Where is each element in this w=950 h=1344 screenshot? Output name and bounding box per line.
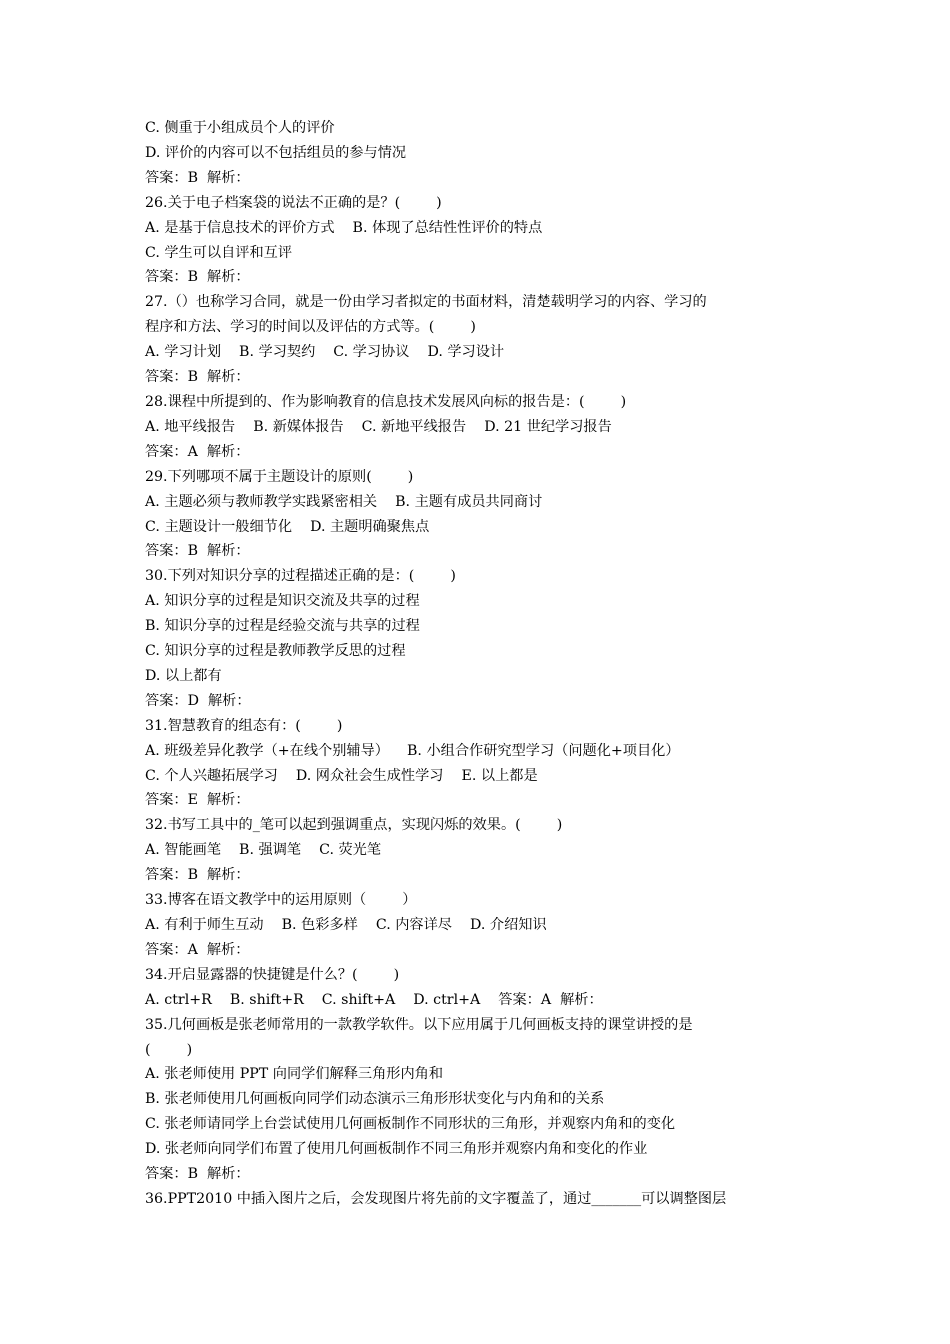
text-line: 答案：B 解析： — [145, 269, 250, 286]
text-line: C. 主题设计一般细节化 D. 主题明确聚焦点 — [145, 518, 430, 535]
text-line: B. 知识分享的过程是经验交流与共享的过程 — [145, 618, 420, 635]
text-line: D. 以上都有 — [145, 667, 222, 684]
text-line: A. 张老师使用 PPT 向同学们解释三角形内角和 — [145, 1066, 444, 1083]
text-line: 答案：B 解析： — [145, 1166, 250, 1183]
text-line: 35.几何画板是张老师常用的一款教学软件。以下应用属于几何画板支持的课堂讲授的是 — [145, 1016, 693, 1033]
text-line: A. 知识分享的过程是知识交流及共享的过程 — [145, 593, 420, 610]
text-line: B. 张老师使用几何画板向同学们动态演示三角形形状变化与内角和的关系 — [145, 1091, 605, 1108]
text-line: A. 班级差异化教学（+在线个别辅导） B. 小组合作研究型学习（问题化+项目化） — [145, 742, 680, 759]
text-line: 26.关于电子档案袋的说法不正确的是？( ) — [145, 194, 442, 211]
text-line: A. ctrl+R B. shift+R C. shift+A D. ctrl+A 答案：A 解析： — [145, 991, 603, 1008]
text-line: 答案：B 解析： — [145, 867, 250, 884]
text-line: 答案：E 解析： — [145, 792, 250, 809]
text-line: 答案：B 解析： — [145, 369, 250, 386]
text-line: 32.书写工具中的_笔可以起到强调重点，实现闪烁的效果。( ) — [145, 817, 563, 834]
text-line: C. 个人兴趣拓展学习 D. 网众社会生成性学习 E. 以上都是 — [145, 767, 538, 784]
text-line: A. 有利于师生互动 B. 色彩多样 C. 内容详尽 D. 介绍知识 — [145, 917, 547, 933]
text-line: A. 地平线报告 B. 新媒体报告 C. 新地平线报告 D. 21 世纪学习报告 — [145, 418, 612, 435]
document-body — [145, 116, 825, 1212]
text-line: D. 张老师向同学们布置了使用几何画板制作不同三角形并观察内角和变化的作业 — [145, 1141, 648, 1158]
text-line: A. 是基于信息技术的评价方式 B. 体现了总结性性评价的特点 — [145, 219, 543, 236]
text-line: A. 主题必须与教师教学实践紧密相关 B. 主题有成员共同商讨 — [145, 493, 543, 510]
text-line: ( ) — [145, 1041, 193, 1058]
text-line: 31.智慧教育的组态有：( ) — [145, 717, 343, 734]
text-line: C. 张老师请同学上台尝试使用几何画板制作不同形状的三角形，并观察内角和的变化 — [145, 1116, 676, 1133]
text-line: D. 评价的内容可以不包括组员的参与情况 — [145, 144, 407, 161]
text-line: 答案：B 解析： — [145, 169, 250, 186]
text-line: 28.课程中所提到的、作为影响教育的信息技术发展风向标的报告是：( ) — [145, 393, 627, 410]
text-line: C. 学生可以自评和互评 — [145, 244, 293, 261]
text-line: 答案：A 解析： — [145, 443, 250, 460]
text-line: 答案：A 解析： — [145, 941, 250, 958]
text-line: 36.PPT2010 中插入图片之后，会发现图片将先前的文字覆盖了，通过_______可以调整图层 — [145, 1190, 727, 1207]
text-line: 程序和方法、学习的时间以及评估的方式等。( ) — [145, 319, 476, 336]
text-line: 29.下列哪项不属于主题设计的原则( ) — [145, 468, 414, 485]
text-line: 33.博客在语文教学中的运用原则（ ） — [145, 892, 417, 909]
text-line: 答案：B 解析： — [145, 543, 250, 560]
text-line: 34.开启显露器的快捷键是什么？( ) — [145, 966, 400, 983]
text-line: 30.下列对知识分享的过程描述正确的是：( ) — [145, 568, 456, 585]
text-line: 答案：D 解析： — [145, 692, 251, 709]
text-line: A. 学习计划 B. 学习契约 C. 学习协议 D. 学习设计 — [145, 344, 505, 361]
text-line: C. 侧重于小组成员个人的评价 — [145, 120, 335, 136]
text-line: 27.（）也称学习合同，就是一份由学习者拟定的书面材料，清楚载明学习的内容、学习的 — [145, 294, 707, 311]
text-line: C. 知识分享的过程是教师教学反思的过程 — [145, 643, 406, 660]
text-line: A. 智能画笔 B. 强调笔 C. 荧光笔 — [145, 842, 382, 859]
